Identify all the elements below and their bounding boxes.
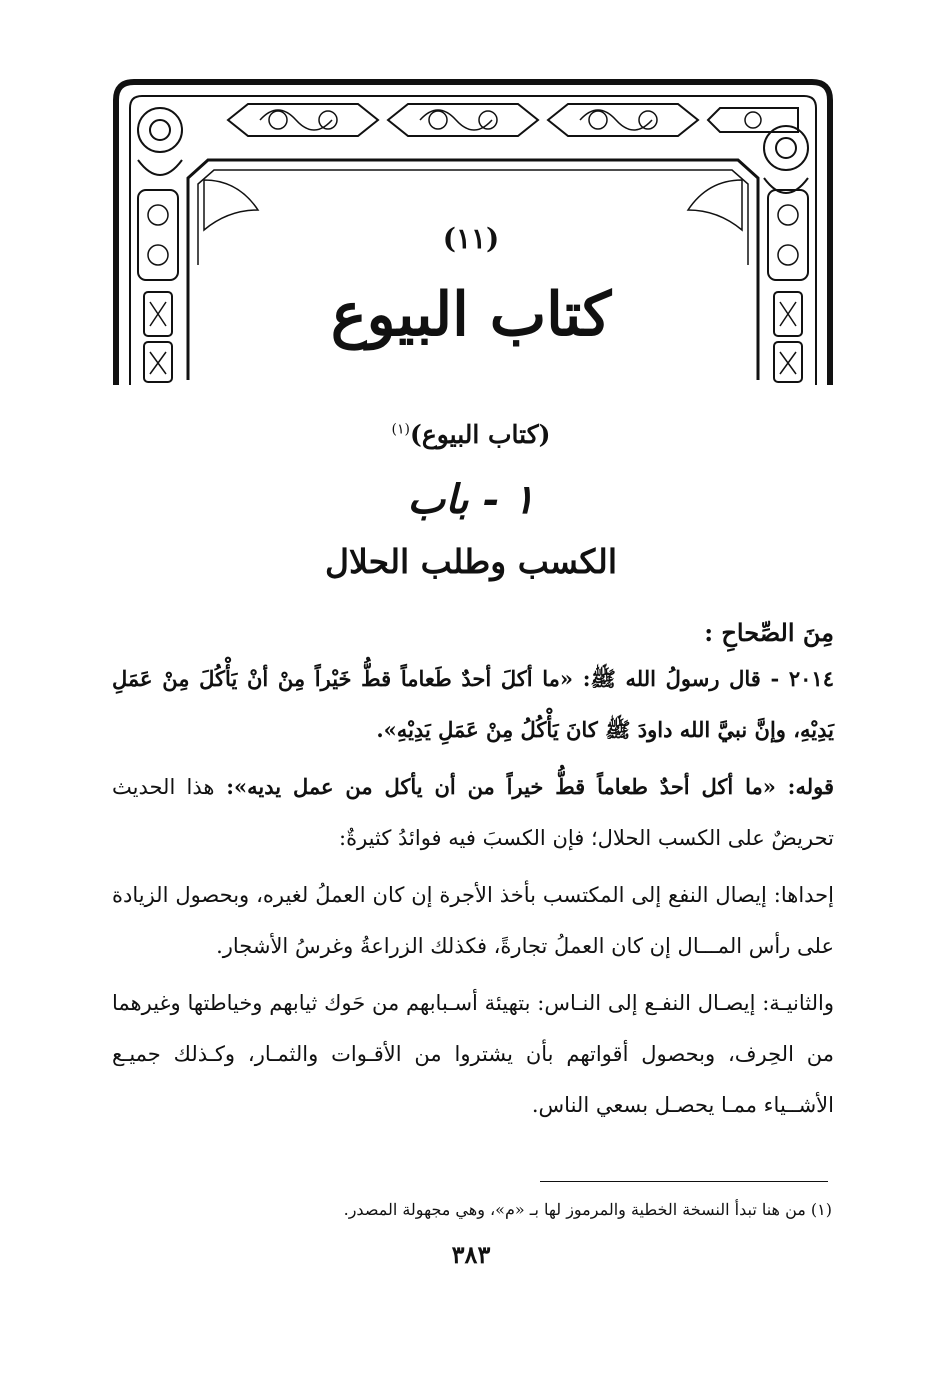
benefit-one-paragraph: إحداها: إيصال النفع إلى المكتسب بأخذ الأجرة إن كان العملُ لغيره، وبحصول الزيادة على رأس المـــال إن كان العملُ تجارةً، فكذلك الزراعةُ وغرسُ الأشجار. — [112, 883, 834, 958]
book-subheading — [0, 420, 942, 449]
chapter-title: الكسب وطلب الحلال — [325, 542, 617, 581]
footnote-divider — [540, 1181, 828, 1182]
footnote: (١) من هنا تبدأ النسخة الخطية والمرموز لها بـ «م»، وهي مجهولة المصدر. — [343, 1200, 832, 1219]
page-body — [112, 588, 834, 1137]
chapter-label: ١ - باب — [407, 476, 535, 523]
subheading-text: (كتاب البيوع) — [410, 420, 551, 449]
hadith-paragraph: ٢٠١٤ - قال رسولُ الله ﷺ: «ما أكلَ أحدٌ طَعاماً قطُّ خَيْراً مِنْ أنْ يَأْكُلَ مِنْ عَمَلِ يَدِيْهِ، وإنَّ نبيَّ الله داودَ ﷺ كانَ يَأْكُلُ مِنْ عَمَلِ يَدِيْهِ». — [112, 666, 834, 742]
commentary-continuation: هذا — [186, 775, 215, 799]
footnote-marker: (١) — [391, 421, 410, 438]
book-title-calligraphy: كتاب البيوع — [330, 280, 612, 350]
page-number: ٣٨٣ — [451, 1240, 491, 1269]
benefit-two-paragraph: والثانيـة: إيصـال النفـع إلى النـاس: بتهيئة أسـبابهم من حَوك ثيابهم وخياطتها وغيرهما من الحِرف، وبحصول أقواتهم بأن يشتروا من الأقـوات والثمـار، وكـذلك جميـع الأشــياء ممـا يحصـل بسعي الناس. — [112, 991, 834, 1117]
commentary-quote: قوله: «ما أكل أحدٌ طعاماً قطُّ خيراً من أن يأكل من عمل يديه»: — [214, 774, 834, 799]
commentary-text: الحديث تحريضٌ على الكسب الحلال؛ فإن الكسبَ فيه فوائدُ كثيرةٌ: — [112, 775, 834, 850]
book-number: (١١) — [442, 222, 500, 255]
commentary-paragraph — [112, 761, 834, 864]
section-label: مِنَ الصِّحاحِ : — [704, 618, 834, 647]
